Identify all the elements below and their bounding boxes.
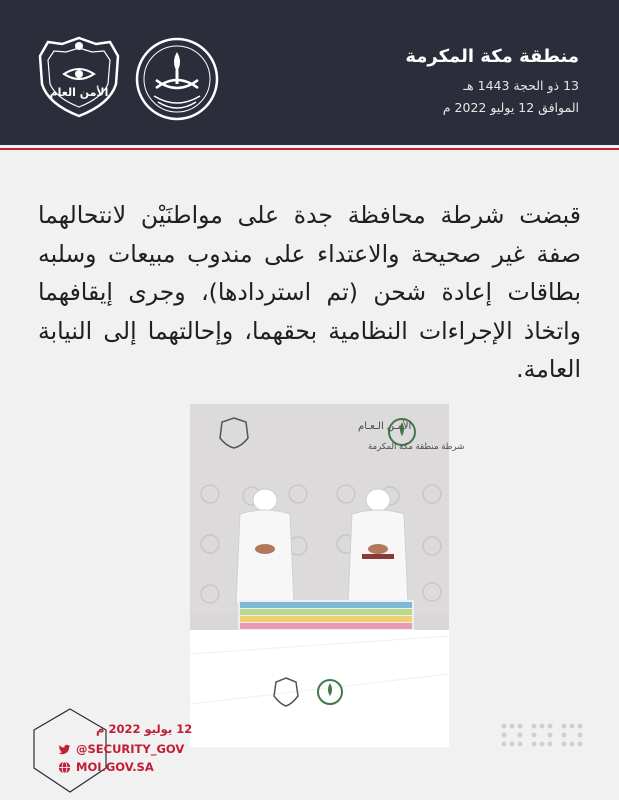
- globe-icon: [58, 761, 71, 774]
- svg-text:الأمن العام: الأمن العام: [49, 86, 109, 99]
- header-divider: [0, 148, 619, 150]
- hijri-date: 13 ذو الحجة 1443 هـ: [463, 78, 579, 93]
- region-title: منطقة مكة المكرمة: [405, 46, 579, 67]
- website-url: MOI.GOV.SA: [76, 760, 154, 774]
- banner-subtitle: شرطة منطقة مكة المكرمة: [368, 442, 465, 452]
- twitter-handle: @SECURITY_GOV: [76, 742, 185, 756]
- ministry-emblem-icon: [134, 36, 220, 122]
- header-bar: [0, 0, 619, 145]
- banner-title: الأمـن الـعـام: [358, 421, 412, 432]
- news-photo: [190, 404, 465, 747]
- footer-date: 12 يوليو 2022 م: [96, 722, 193, 736]
- news-body-text: قبضت شرطة محافظة جدة على مواطنَيْن لانتحالهما صفة غير صحيحة والاعتداء على مندوب مبيعات وسلبه بطاقات إعادة شحن (تم استردادها)، وجرى إيقافهما واتخاذ الإجراءات النظامية بحقهما، وإحالتهما إلى النيابة العامة.: [38, 201, 581, 383]
- photo-scene: [190, 404, 465, 747]
- gregorian-date: الموافق 12 يوليو 2022 م: [442, 100, 579, 115]
- twitter-icon: [58, 743, 71, 756]
- decorative-dots-icon: [500, 722, 590, 748]
- footer-twitter[interactable]: [58, 742, 184, 756]
- footer-website[interactable]: [58, 760, 154, 774]
- public-security-logo-icon: [36, 34, 122, 120]
